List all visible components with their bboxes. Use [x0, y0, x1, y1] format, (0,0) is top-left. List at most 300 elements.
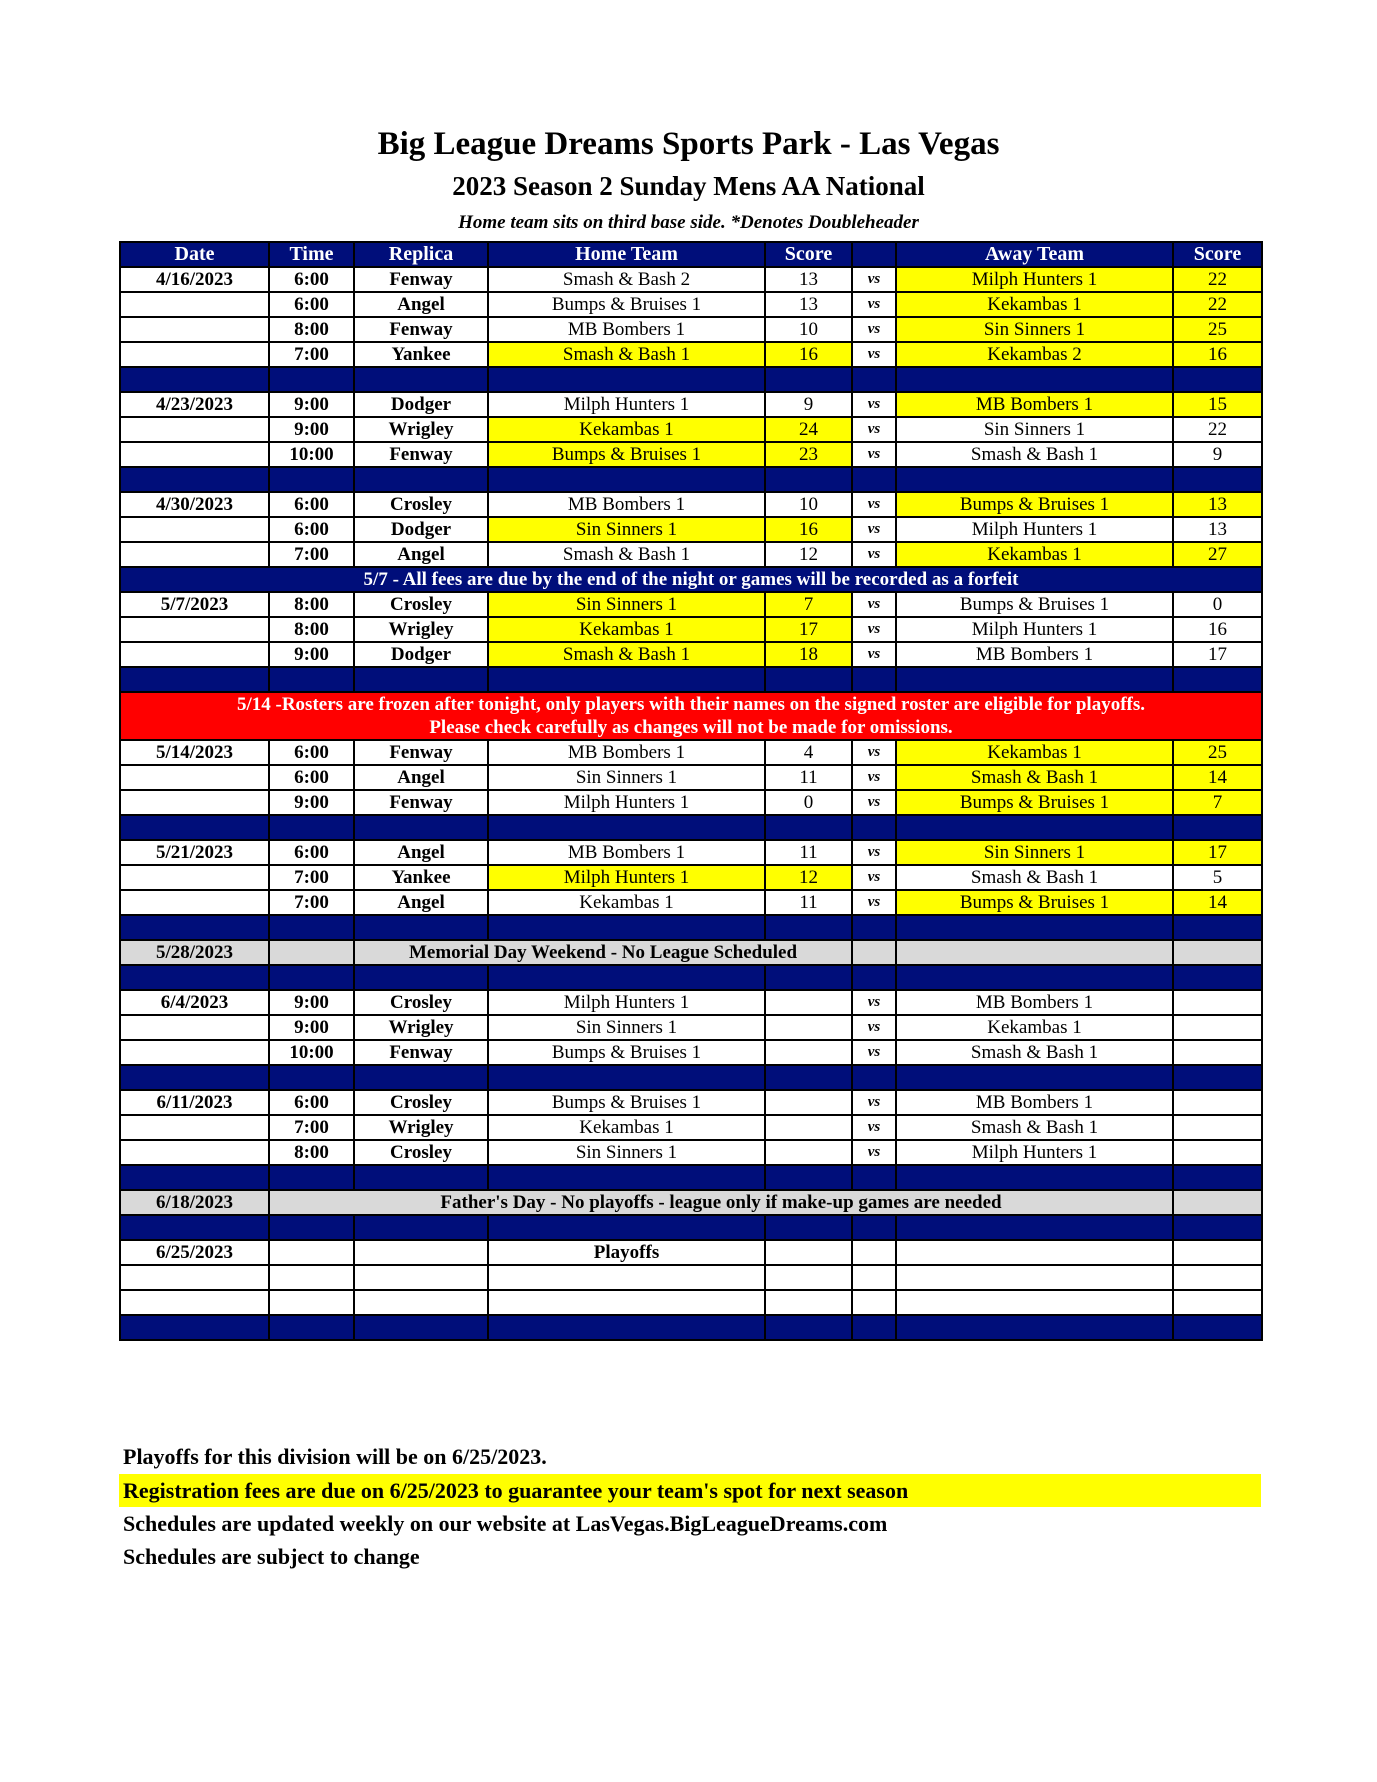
game-field: Angel [354, 840, 488, 865]
separator-cell [488, 915, 765, 940]
game-time: 7:00 [269, 342, 354, 367]
home-score: 23 [765, 442, 852, 467]
holiday-row [120, 1190, 1262, 1215]
playoff-label: Playoffs [488, 1240, 765, 1265]
col-header-home-score: Score [765, 242, 852, 267]
blank-cell [765, 1265, 852, 1290]
home-team: Smash & Bash 1 [488, 642, 765, 667]
game-date [120, 542, 269, 567]
table-row [120, 317, 1262, 342]
home-team: Bumps & Bruises 1 [488, 1040, 765, 1065]
away-score: 22 [1173, 417, 1262, 442]
home-score: 9 [765, 392, 852, 417]
away-score [1173, 1140, 1262, 1165]
home-team: MB Bombers 1 [488, 492, 765, 517]
separator-cell [120, 915, 269, 940]
blank-cell [896, 940, 1173, 965]
table-row [120, 392, 1262, 417]
blank-cell [896, 1240, 1173, 1265]
separator-cell [120, 667, 269, 692]
game-date [120, 642, 269, 667]
separator-cell [765, 667, 852, 692]
separator-cell [354, 367, 488, 392]
game-time: 7:00 [269, 890, 354, 915]
separator-cell [488, 815, 765, 840]
table-row [120, 542, 1262, 567]
game-date [120, 890, 269, 915]
table-row [120, 765, 1262, 790]
home-score: 12 [765, 542, 852, 567]
blank-cell [852, 1290, 896, 1315]
away-team: Sin Sinners 1 [896, 317, 1173, 342]
table-row [120, 1040, 1262, 1065]
blank-cell [1173, 1240, 1262, 1265]
game-field: Crosley [354, 990, 488, 1015]
blank-cell [488, 1265, 765, 1290]
separator-cell [896, 815, 1173, 840]
table-row [120, 592, 1262, 617]
separator-cell [896, 1215, 1173, 1240]
away-team: Bumps & Bruises 1 [896, 592, 1173, 617]
home-score [765, 990, 852, 1015]
home-team: MB Bombers 1 [488, 840, 765, 865]
page-title: Big League Dreams Sports Park - Las Vegas [377, 126, 1000, 162]
away-score: 7 [1173, 790, 1262, 815]
game-field: Fenway [354, 790, 488, 815]
separator-cell [354, 1315, 488, 1340]
table-row [120, 1015, 1262, 1040]
separator-cell [488, 1165, 765, 1190]
separator-cell [852, 367, 896, 392]
game-time: 6:00 [269, 1090, 354, 1115]
vs-label: vs [852, 1040, 896, 1065]
home-team: Sin Sinners 1 [488, 1140, 765, 1165]
away-team: Kekambas 1 [896, 542, 1173, 567]
away-score: 22 [1173, 267, 1262, 292]
separator-cell [1173, 815, 1262, 840]
separator-cell [120, 367, 269, 392]
blank-cell [896, 1265, 1173, 1290]
vs-label: vs [852, 342, 896, 367]
separator-cell [852, 1165, 896, 1190]
home-score: 11 [765, 765, 852, 790]
away-team: Sin Sinners 1 [896, 417, 1173, 442]
blank-cell [852, 1240, 896, 1265]
home-score: 12 [765, 865, 852, 890]
table-row [120, 292, 1262, 317]
away-team: Kekambas 1 [896, 740, 1173, 765]
game-time: 6:00 [269, 840, 354, 865]
separator-cell [269, 467, 354, 492]
game-field: Fenway [354, 267, 488, 292]
vs-label: vs [852, 392, 896, 417]
separator-cell [896, 1065, 1173, 1090]
game-time: 9:00 [269, 1015, 354, 1040]
separator-cell [354, 667, 488, 692]
blank-cell [1173, 940, 1262, 965]
separator-cell [120, 467, 269, 492]
game-time: 6:00 [269, 740, 354, 765]
home-score: 18 [765, 642, 852, 667]
table-row [120, 417, 1262, 442]
playoffs-row [120, 1240, 1262, 1265]
away-team: MB Bombers 1 [896, 642, 1173, 667]
home-team: Kekambas 1 [488, 1115, 765, 1140]
separator-cell [354, 1065, 488, 1090]
separator-cell [765, 467, 852, 492]
home-score [765, 1140, 852, 1165]
holiday-date: 5/28/2023 [120, 940, 269, 965]
away-team: Milph Hunters 1 [896, 617, 1173, 642]
home-score: 17 [765, 617, 852, 642]
table-row [120, 342, 1262, 367]
game-time: 9:00 [269, 392, 354, 417]
blank-cell [488, 1290, 765, 1315]
separator-cell [269, 815, 354, 840]
vs-label: vs [852, 790, 896, 815]
blank-cell [1173, 1265, 1262, 1290]
game-time: 8:00 [269, 617, 354, 642]
fees-notice-row [120, 567, 1262, 592]
separator-cell [354, 467, 488, 492]
away-team: Smash & Bash 1 [896, 1115, 1173, 1140]
home-team: Bumps & Bruises 1 [488, 442, 765, 467]
home-score [765, 1015, 852, 1040]
table-row [120, 740, 1262, 765]
week-separator [120, 815, 1262, 840]
home-score: 16 [765, 517, 852, 542]
table-row [120, 492, 1262, 517]
game-date [120, 790, 269, 815]
away-score: 13 [1173, 517, 1262, 542]
table-row [120, 1115, 1262, 1140]
separator-cell [1173, 1165, 1262, 1190]
home-team: Sin Sinners 1 [488, 1015, 765, 1040]
vs-label: vs [852, 617, 896, 642]
vs-label: vs [852, 517, 896, 542]
home-team: Milph Hunters 1 [488, 990, 765, 1015]
game-date [120, 517, 269, 542]
separator-cell [269, 1165, 354, 1190]
separator-cell [120, 815, 269, 840]
separator-cell [269, 1315, 354, 1340]
week-separator [120, 1065, 1262, 1090]
home-team: Bumps & Bruises 1 [488, 1090, 765, 1115]
game-field: Angel [354, 890, 488, 915]
game-date [120, 342, 269, 367]
playoff-date: 6/25/2023 [120, 1240, 269, 1265]
game-date [120, 442, 269, 467]
footer-change-note: Schedules are subject to change [123, 1544, 420, 1569]
away-team: Milph Hunters 1 [896, 1140, 1173, 1165]
week-separator [120, 915, 1262, 940]
game-field: Dodger [354, 642, 488, 667]
home-score: 4 [765, 740, 852, 765]
separator-cell [896, 367, 1173, 392]
home-team: Kekambas 1 [488, 890, 765, 915]
away-team: MB Bombers 1 [896, 1090, 1173, 1115]
game-field: Dodger [354, 517, 488, 542]
game-date: 5/7/2023 [120, 592, 269, 617]
separator-cell [852, 915, 896, 940]
table-row [120, 990, 1262, 1015]
empty-row [120, 1290, 1262, 1315]
game-time: 7:00 [269, 542, 354, 567]
separator-cell [120, 965, 269, 990]
away-team: Smash & Bash 1 [896, 865, 1173, 890]
away-team: Smash & Bash 1 [896, 1040, 1173, 1065]
vs-label: vs [852, 267, 896, 292]
game-field: Fenway [354, 740, 488, 765]
separator-cell [1173, 467, 1262, 492]
blank-cell [120, 1265, 269, 1290]
vs-label: vs [852, 990, 896, 1015]
game-date [120, 1140, 269, 1165]
away-score: 15 [1173, 392, 1262, 417]
separator-cell [354, 965, 488, 990]
blank-cell [765, 1240, 852, 1265]
schedule-table [119, 241, 1263, 1341]
away-team: Kekambas 1 [896, 1015, 1173, 1040]
home-score: 24 [765, 417, 852, 442]
week-separator [120, 367, 1262, 392]
away-score: 25 [1173, 740, 1262, 765]
home-score: 11 [765, 840, 852, 865]
home-team: Bumps & Bruises 1 [488, 292, 765, 317]
week-separator [120, 1315, 1262, 1340]
footer-registration-note: Registration fees are due on 6/25/2023 to guarantee your team's spot for next season [119, 1474, 1261, 1507]
vs-label: vs [852, 417, 896, 442]
game-date: 6/11/2023 [120, 1090, 269, 1115]
away-score: 14 [1173, 765, 1262, 790]
vs-label: vs [852, 1140, 896, 1165]
home-score [765, 1090, 852, 1115]
away-score: 22 [1173, 292, 1262, 317]
col-header-vs [852, 242, 896, 267]
blank-cell [269, 940, 354, 965]
separator-cell [120, 1065, 269, 1090]
vs-label: vs [852, 740, 896, 765]
separator-cell [1173, 915, 1262, 940]
game-time: 6:00 [269, 492, 354, 517]
game-time: 8:00 [269, 317, 354, 342]
game-date: 5/21/2023 [120, 840, 269, 865]
separator-cell [1173, 1215, 1262, 1240]
home-team: Smash & Bash 2 [488, 267, 765, 292]
separator-cell [765, 367, 852, 392]
footer-playoffs-note: Playoffs for this division will be on 6/25/2023. [123, 1444, 547, 1469]
separator-cell [896, 965, 1173, 990]
separator-cell [354, 1215, 488, 1240]
col-header-away-score: Score [1173, 242, 1262, 267]
separator-cell [852, 1215, 896, 1240]
separator-cell [896, 467, 1173, 492]
col-header-away-team: Away Team [896, 242, 1173, 267]
separator-cell [765, 1065, 852, 1090]
page-subtitle: 2023 Season 2 Sunday Mens AA National [452, 171, 925, 201]
separator-cell [488, 1215, 765, 1240]
home-score: 13 [765, 292, 852, 317]
home-team: Milph Hunters 1 [488, 865, 765, 890]
table-row [120, 1090, 1262, 1115]
table-row [120, 617, 1262, 642]
home-score [765, 1115, 852, 1140]
game-time: 7:00 [269, 1115, 354, 1140]
away-team: Bumps & Bruises 1 [896, 492, 1173, 517]
vs-label: vs [852, 592, 896, 617]
game-date [120, 1015, 269, 1040]
away-team: Smash & Bash 1 [896, 765, 1173, 790]
away-score: 13 [1173, 492, 1262, 517]
separator-cell [765, 1315, 852, 1340]
separator-cell [269, 1215, 354, 1240]
table-row [120, 642, 1262, 667]
separator-cell [1173, 1315, 1262, 1340]
away-team: Smash & Bash 1 [896, 442, 1173, 467]
away-team: Sin Sinners 1 [896, 840, 1173, 865]
vs-label: vs [852, 1015, 896, 1040]
vs-label: vs [852, 442, 896, 467]
game-date [120, 292, 269, 317]
away-team: Milph Hunters 1 [896, 517, 1173, 542]
blank-cell [354, 1265, 488, 1290]
roster-alert-row [120, 692, 1262, 740]
holiday-text: Father's Day - No playoffs - league only if make-up games are needed [269, 1190, 1173, 1215]
game-time: 8:00 [269, 1140, 354, 1165]
separator-cell [488, 1315, 765, 1340]
separator-cell [852, 1315, 896, 1340]
away-score: 16 [1173, 617, 1262, 642]
game-time: 6:00 [269, 517, 354, 542]
game-date [120, 617, 269, 642]
away-team: Kekambas 2 [896, 342, 1173, 367]
home-team: Sin Sinners 1 [488, 517, 765, 542]
game-field: Fenway [354, 317, 488, 342]
away-team: Bumps & Bruises 1 [896, 890, 1173, 915]
notice-text: 5/7 - All fees are due by the end of the night or games will be recorded as a forfeit [120, 567, 1262, 592]
game-date: 5/14/2023 [120, 740, 269, 765]
schedule-body [120, 267, 1262, 1340]
vs-label: vs [852, 890, 896, 915]
away-score [1173, 1040, 1262, 1065]
separator-cell [354, 915, 488, 940]
game-field: Angel [354, 765, 488, 790]
table-row [120, 840, 1262, 865]
separator-cell [269, 915, 354, 940]
game-field: Wrigley [354, 617, 488, 642]
away-score [1173, 990, 1262, 1015]
game-field: Crosley [354, 492, 488, 517]
away-score: 14 [1173, 890, 1262, 915]
away-team: MB Bombers 1 [896, 392, 1173, 417]
table-row [120, 442, 1262, 467]
vs-label: vs [852, 1115, 896, 1140]
home-team: MB Bombers 1 [488, 740, 765, 765]
game-time: 7:00 [269, 865, 354, 890]
separator-cell [269, 1065, 354, 1090]
game-field: Crosley [354, 1140, 488, 1165]
away-team: Bumps & Bruises 1 [896, 790, 1173, 815]
vs-label: vs [852, 292, 896, 317]
table-row [120, 865, 1262, 890]
game-field: Dodger [354, 392, 488, 417]
separator-cell [488, 367, 765, 392]
game-time: 6:00 [269, 292, 354, 317]
home-score: 7 [765, 592, 852, 617]
away-team: Milph Hunters 1 [896, 267, 1173, 292]
vs-label: vs [852, 840, 896, 865]
separator-cell [1173, 367, 1262, 392]
week-separator [120, 1215, 1262, 1240]
game-field: Wrigley [354, 417, 488, 442]
game-date [120, 317, 269, 342]
week-separator [120, 467, 1262, 492]
footer-website-note: Schedules are updated weekly on our website at LasVegas.BigLeagueDreams.com [123, 1511, 888, 1536]
home-score [765, 1040, 852, 1065]
separator-cell [120, 1215, 269, 1240]
separator-cell [852, 815, 896, 840]
home-score: 0 [765, 790, 852, 815]
separator-cell [354, 1165, 488, 1190]
away-score: 17 [1173, 642, 1262, 667]
game-field: Wrigley [354, 1015, 488, 1040]
home-team: Smash & Bash 1 [488, 542, 765, 567]
game-field: Crosley [354, 592, 488, 617]
separator-cell [1173, 1065, 1262, 1090]
home-team: Sin Sinners 1 [488, 592, 765, 617]
blank-cell [852, 940, 896, 965]
game-date [120, 865, 269, 890]
home-score: 10 [765, 317, 852, 342]
separator-cell [1173, 667, 1262, 692]
game-time: 6:00 [269, 267, 354, 292]
blank-cell [269, 1265, 354, 1290]
col-header-replica: Replica [354, 242, 488, 267]
home-team: Milph Hunters 1 [488, 392, 765, 417]
away-score [1173, 1015, 1262, 1040]
empty-row [120, 1265, 1262, 1290]
game-time: 9:00 [269, 417, 354, 442]
separator-cell [269, 965, 354, 990]
vs-label: vs [852, 492, 896, 517]
away-score: 5 [1173, 865, 1262, 890]
separator-cell [269, 667, 354, 692]
blank-cell [354, 1240, 488, 1265]
game-date [120, 417, 269, 442]
game-date: 4/16/2023 [120, 267, 269, 292]
vs-label: vs [852, 317, 896, 342]
away-score: 0 [1173, 592, 1262, 617]
blank-cell [269, 1240, 354, 1265]
table-row [120, 890, 1262, 915]
blank-cell [1173, 1190, 1262, 1215]
home-team: Sin Sinners 1 [488, 765, 765, 790]
game-time: 8:00 [269, 592, 354, 617]
game-date [120, 765, 269, 790]
separator-cell [765, 815, 852, 840]
away-score: 27 [1173, 542, 1262, 567]
separator-cell [896, 667, 1173, 692]
game-field: Fenway [354, 1040, 488, 1065]
week-separator [120, 965, 1262, 990]
game-field: Angel [354, 292, 488, 317]
home-score: 16 [765, 342, 852, 367]
col-header-time: Time [269, 242, 354, 267]
separator-cell [852, 467, 896, 492]
separator-cell [488, 1065, 765, 1090]
separator-cell [269, 367, 354, 392]
schedule-note: Home team sits on third base side. *Denotes Doubleheader [458, 212, 919, 233]
